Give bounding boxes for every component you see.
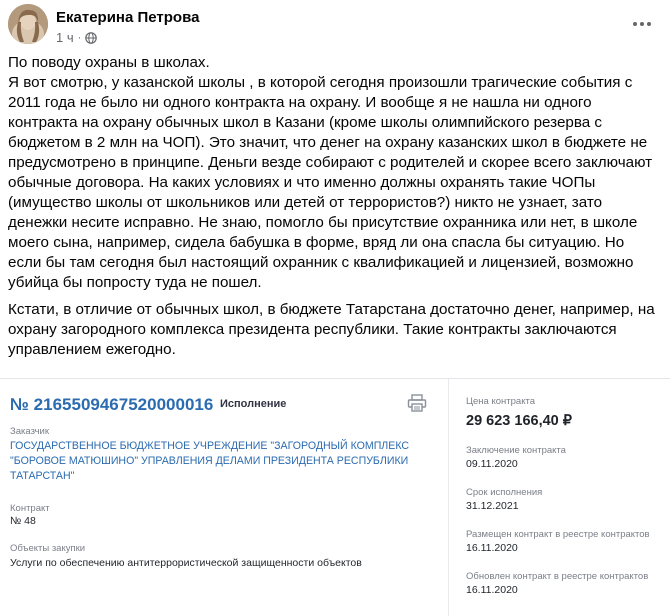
post-body [8,53,660,367]
placed-date: 16.11.2020 [466,542,518,554]
more-dot [640,22,644,26]
concluded-date: 09.11.2020 [466,458,518,470]
printer-icon[interactable] [407,394,427,412]
objects-label: Объекты закупки [10,543,86,554]
updated-date: 16.11.2020 [466,584,518,596]
term-label: Срок исполнения [466,487,543,498]
contract-status: Исполнение [220,398,287,410]
post-paragraph-2: Кстати, в отличие от обычных школ, в бюджете Татарстана достаточно денег, например, на охрану загородного комплекса президента республики. Такие контракты заключаются управлением ежегодно. [8,301,655,358]
avatar[interactable] [8,4,48,44]
price-label: Цена контракта [466,396,535,407]
customer-label: Заказчик [10,426,50,437]
more-options-button[interactable] [630,12,654,36]
post-header [8,4,662,48]
post-paragraph-1: По поводу охраны в школах. Я вот смотрю, у казанской школы , в которой сегодня произошли трагические события с 2011 года не было ни одного контракта на охрану. И вообще я не нашла ни одного контракта на охрану обычных школ в Казани (кроме школы олимпийского резерва с бюджетом в 2 млн на ЧОП). Это значит, что денег на охрану казанских школ в бюджете не предусмотрено в принципе. Деньги везде собирают с родителей и скорее всего заключают обычные договора. На каких условиях и что именно должны охранять такие ЧОПы (имущество школы от школьников или детей от террористов?) никто не узнает, зато денежки несите исправно. Не знаю, помогло бы присутствие охранника или нет, в школе моего сына, например, сидела бабушка в форме, вряд ли она спасла бы ситуацию. Но если бы там сегодня был настоящий охранник с квалификацией и лицензией, возможно убийца бы попросту туда не пошел. [8,54,653,291]
meta-separator: · [77,31,82,44]
term-date: 31.12.2021 [466,500,519,512]
updated-label: Обновлен контракт в реестре контрактов [466,571,649,582]
contract-value: № 48 [10,515,36,527]
contract-label: Контракт [10,503,50,514]
concluded-label: Заключение контракта [466,445,566,456]
contract-number-link[interactable]: № 2165509467520000016 [10,395,214,414]
more-dot [647,22,651,26]
objects-value: Услуги по обеспечению антитеррористической защищенности объектов [10,557,362,569]
contract-card [0,378,670,616]
contract-price: 29 623 166,40 ₽ [466,413,572,429]
author-name[interactable]: Екатерина Петрова [56,9,200,26]
placed-label: Размещен контракт в реестре контрактов [466,529,650,540]
more-dots-icon [633,22,637,26]
contract-main-panel [0,379,448,616]
customer-link[interactable]: ГОСУДАРСТВЕННОЕ БЮДЖЕТНОЕ УЧРЕЖДЕНИЕ "ЗАГОРОДНЫЙ КОМПЛЕКС "БОРОВОЕ МАТЮШИНО" УПРАВЛЕНИЯ ДЕЛАМИ ПРЕЗИДЕНТА РЕСПУБЛИКИ ТАТАРСТАН" [10,440,410,482]
globe-icon [85,32,97,44]
contract-side-panel [448,379,670,616]
post-meta [56,30,97,45]
avatar-photo [8,4,48,44]
post-time[interactable]: 1 ч [56,30,74,45]
